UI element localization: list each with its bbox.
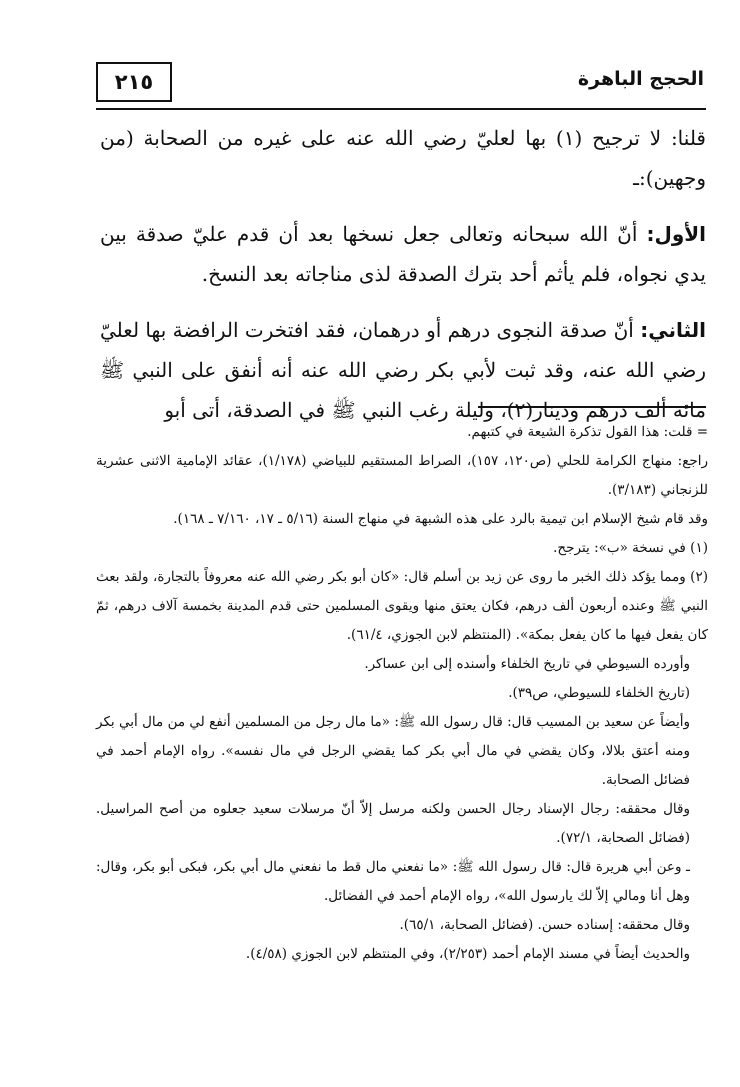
main-text <box>100 118 706 446</box>
footnote-continued-1: = قلت: هذا القول تذكرة الشيعة في كتبهم. <box>467 424 708 440</box>
footnote-2: (٢) ومما يؤكد ذلك الخبر ما روى عن زيد بن أسلم قال: «كان أبو بكر رضي الله عنه معروفاً بالتجارة، ولقد بعث النبي ﷺ وعنده أربعون ألف درهم، فكان يعتق منها ويقوى المسلمين حتى قدم المدينة بخمسة آلاف درهم، ثمّ كان يفعل فيها ما كان يفعل بمكة». (المنتظم لابن الجوزي، ٦١/٤). <box>96 569 708 643</box>
page-header <box>96 60 706 110</box>
footnote-continued-3: وقد قام شيخ الإسلام ابن تيمية بالرد على هذه الشبهة في منهاج السنة (٥/١٦ ـ ١٧، ٧/١٦٠ ـ ١٦٨). <box>173 511 708 527</box>
first-lead: الأول: <box>646 222 706 246</box>
paragraph-second <box>100 310 706 430</box>
footnote-1: (١) في نسخة «ب»: يترجح. <box>553 540 708 556</box>
footnote-2-line: وقال محققه: رجال الإسناد رجال الحسن ولكنه مرسل إلاّ أنّ مرسلات سعيد جعلوه من أصح المراسيل. (فضائل الصحابة، ٧٢/١). <box>96 801 690 846</box>
footnote-separator <box>478 406 706 408</box>
second-text: أنّ صدقة النجوى درهم أو درهمان، فقد افتخرت الرافضة بها لعليّ رضي الله عنه، وقد ثبت لأبي بكر رضي الله عنه أنه أنفق على النبي ﷺ مائة ألف درهم ودينار(٢)، وليلة رغب النبي ﷺ في الصدقة، أتى أبو <box>100 318 706 422</box>
running-title: الحجج الباهرة <box>577 68 704 90</box>
footnotes <box>96 418 708 969</box>
footnote-2-line: ـ وعن أبي هريرة قال: قال رسول الله ﷺ: «ما نفعني مال قط ما نفعني مال أبي بكر، فبكى أبو بكر، وقال: وهل أنا ومالي إلاّ لك يارسول الله»، رواه الإمام أحمد في الفضائل. <box>96 859 690 904</box>
footnote-2-line: وأيضاً عن سعيد بن المسيب قال: قال رسول الله ﷺ: «ما مال رجل من المسلمين أنفع لي من مال أبي بكر ومنه أعتق بلالا، وكان يقضي في مال أبي بكر كما يقضي الرجل في مال نفسه». رواه الإمام أحمد في فضائل الصحابة. <box>96 714 690 788</box>
footnote-2-line: (تاريخ الخلفاء للسيوطي، ص٣٩). <box>508 685 690 701</box>
footnote-continued-2: راجع: منهاج الكرامة للحلي (ص١٢٠، ١٥٧)، الصراط المستقيم للبياضي (١/١٧٨)، عقائد الإمامية الاثنى عشرية للزنجاني (٣/١٨٣). <box>96 453 708 498</box>
second-lead: الثاني: <box>640 318 706 342</box>
paragraph-first <box>100 214 706 294</box>
footnote-2-line: والحديث أيضاً في مسند الإمام أحمد (٢/٢٥٣)، وفي المنتظم لابن الجوزي (٤/٥٨). <box>245 946 690 962</box>
paragraph-intro: قلنا: لا ترجيح (١) بها لعليّ رضي الله عنه على غيره من الصحابة (من وجهين):ـ <box>100 126 706 190</box>
footnote-2-line: وأورده السيوطي في تاريخ الخلفاء وأسنده إلى ابن عساكر. <box>364 656 690 672</box>
page-number: ٢١٥ <box>96 62 172 102</box>
first-text: أنّ الله سبحانه وتعالى جعل نسخها بعد أن قدم عليّ صدقة بين يدي نجواه، فلم يأثم أحد بترك الصدقة لذى مناجاته بعد النسخ. <box>100 222 706 286</box>
footnote-2-line: وقال محققه: إسناده حسن. (فضائل الصحابة، ٦٥/١). <box>399 917 690 933</box>
